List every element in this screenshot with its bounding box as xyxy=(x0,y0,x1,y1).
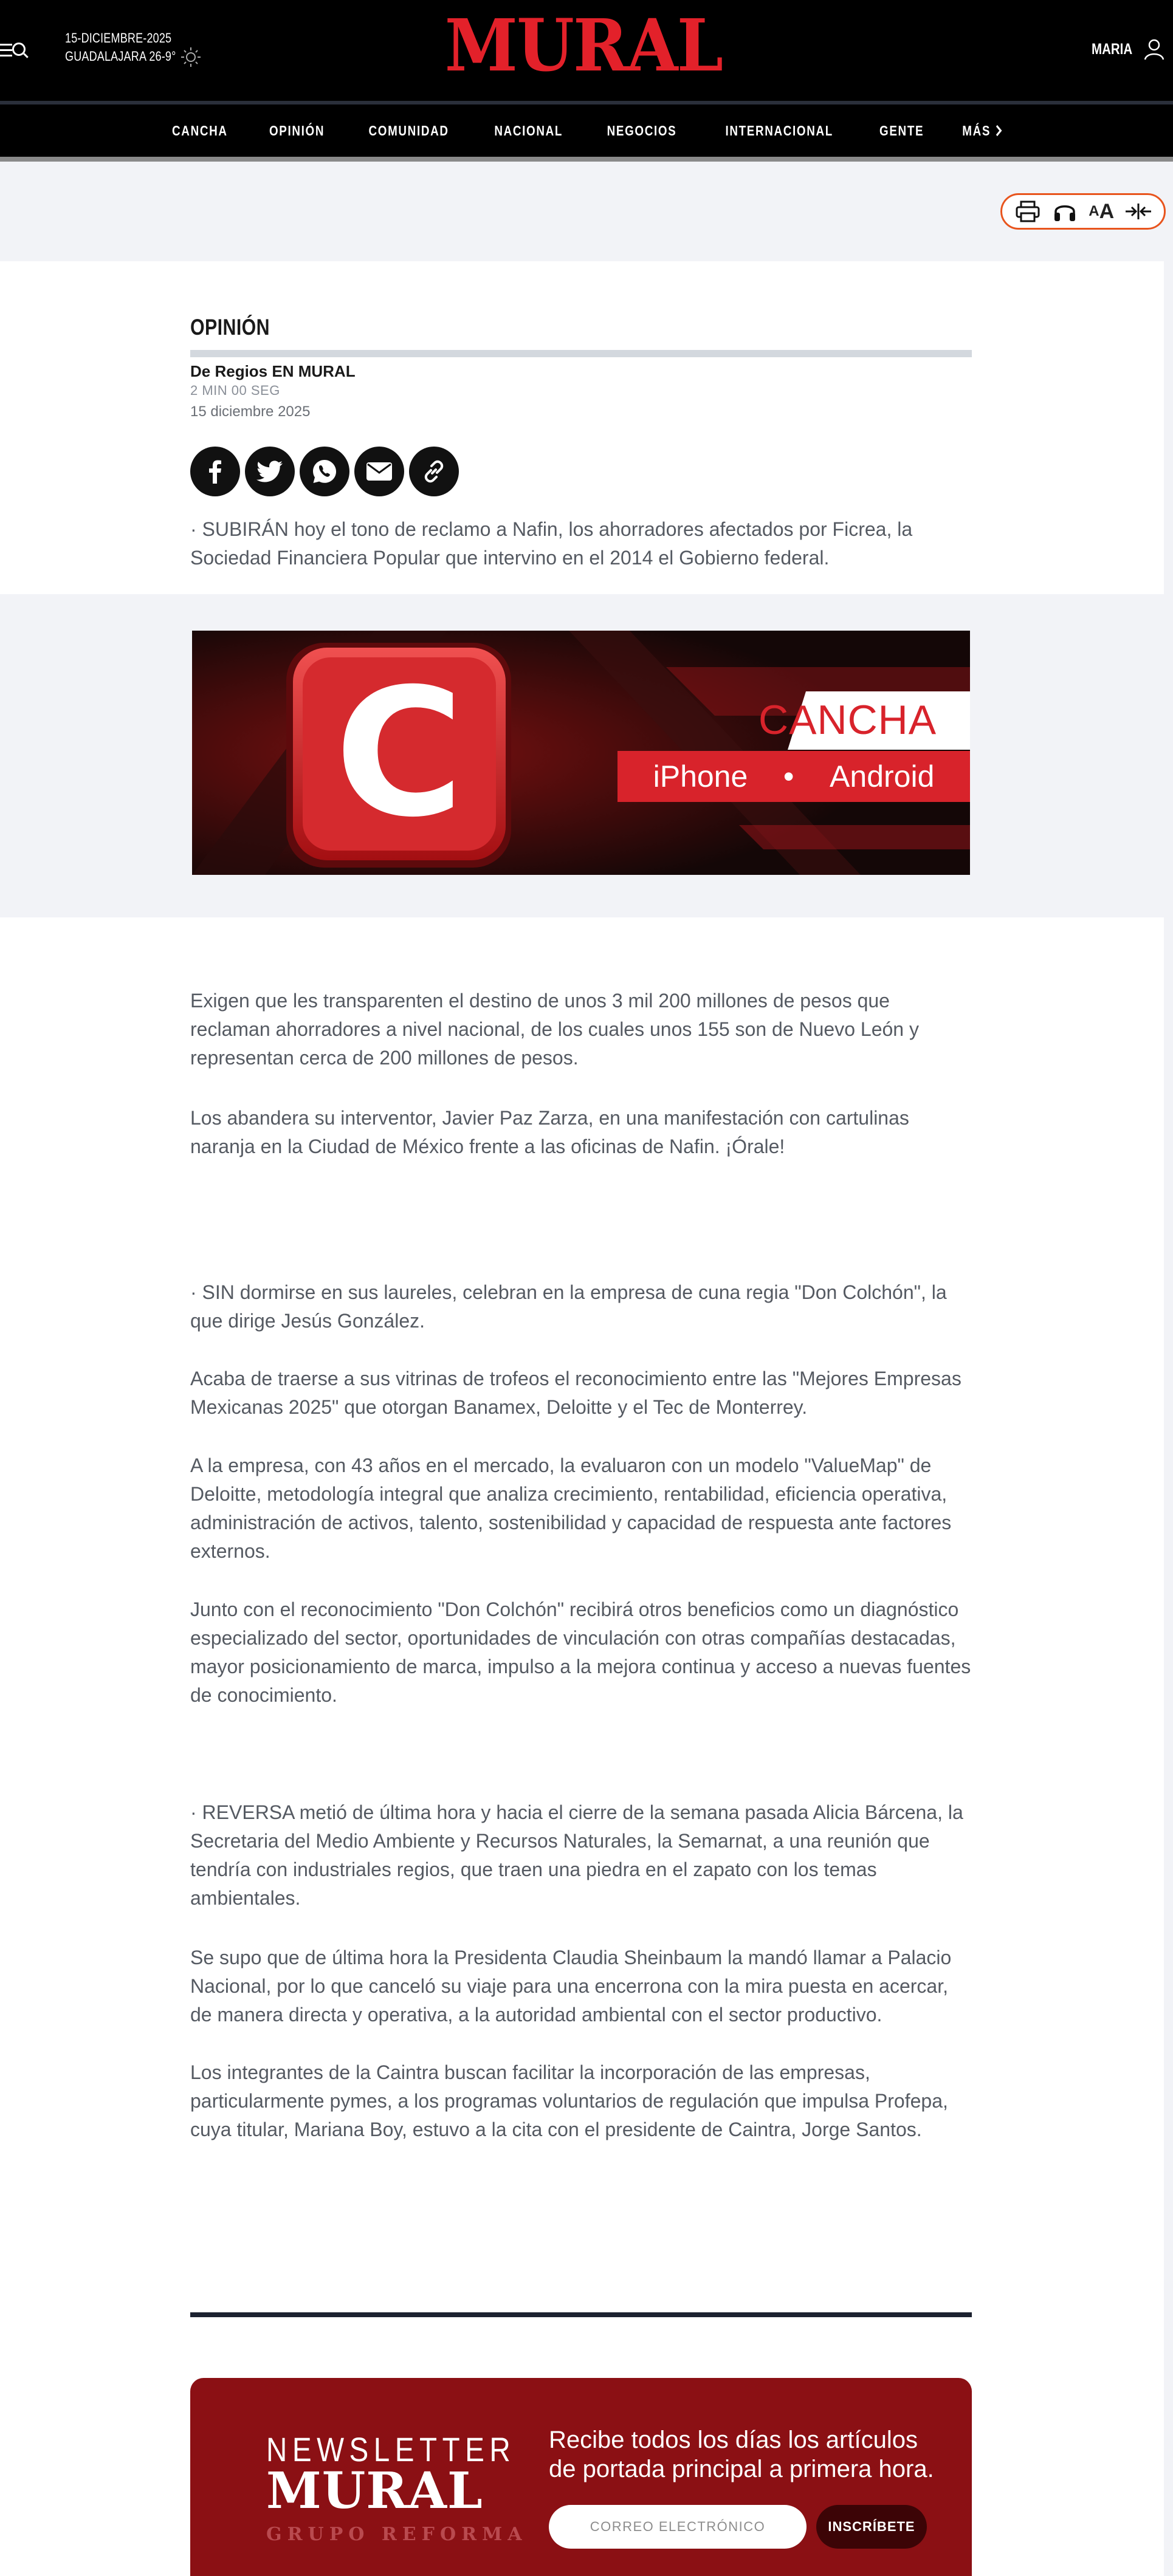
article-paragraph: Se supo que de última hora la Presidenta Claudia Sheinbaum la mandó llamar a Palacio Nacional, por lo que canceló su viaje para una encerrona con la mira puesta en acercar, de manera directa y operativa, a la autoridad ambiental con el sector productivo. xyxy=(190,1947,952,2026)
article-lede: · SUBIRÁN hoy el tono de reclamo a Nafin, los ahorradores afectados por Ficrea, la Sociedad Financiera Popular que intervino en el 2014 el Gobierno federal. xyxy=(190,518,913,569)
twitter-icon xyxy=(256,461,283,482)
nav-more-label: MÁS xyxy=(962,122,991,139)
menu-icon-line xyxy=(0,55,12,57)
menu-icon-line xyxy=(0,49,12,51)
width-toggle-icon xyxy=(1124,201,1152,222)
font-size-large-label: A xyxy=(1099,200,1115,223)
newsletter-copy: Recibe todos los días los artículos de portada principal a primera hora. xyxy=(549,2427,934,2482)
article-end-rule xyxy=(190,2312,972,2317)
chevron-right-icon xyxy=(995,124,1003,137)
ad-platform-android: Android xyxy=(830,759,935,793)
section-title-rule xyxy=(190,350,972,357)
nav-more-button[interactable] xyxy=(950,123,1014,139)
top-header xyxy=(0,0,1173,103)
share-twitter-button[interactable] xyxy=(245,447,295,496)
nav-bottom-rule xyxy=(0,157,1173,162)
nav-item-gente[interactable]: GENTE xyxy=(879,122,924,139)
menu-icon xyxy=(0,44,12,46)
link-icon xyxy=(421,458,447,485)
font-size-small-label: A xyxy=(1089,203,1099,219)
user-icon[interactable] xyxy=(1143,38,1166,61)
article-paragraph: Los abandera su interventor, Javier Paz Zarza, en una manifestación con cartulinas naranja en la Ciudad de México frente a las oficinas de Nafin. ¡Órale! xyxy=(190,1107,909,1157)
article-paragraph: Los integrantes de la Caintra buscan facilitar la incorporación de las empresas, particularmente pymes, a los programas voluntarios de regulación que impulsa Profepa, cuya titular, Mariana Boy, estuvo a la cita con el presidente de Caintra, Jorge Santos. xyxy=(190,2061,948,2140)
current-date: 15-DICIEMBRE-2025 xyxy=(65,30,172,46)
font-size-button[interactable] xyxy=(1085,198,1117,225)
read-time: 2 MIN 00 SEG xyxy=(190,383,280,398)
nav-item-nacional[interactable]: NACIONAL xyxy=(494,122,563,139)
ad-platform-iphone: iPhone xyxy=(653,759,748,793)
nav-item-comunidad[interactable]: COMUNIDAD xyxy=(368,122,449,139)
newsletter-kicker: NEWSLETTER xyxy=(266,2430,516,2468)
article-paragraph: · REVERSA metió de última hora y hacia el cierre de la semana pasada Alicia Bárcena, la Secretaria del Medio Ambiente y Recursos Naturales, la Semarnat, a una reunión que tendría con industriales regios, que traen una piedra en el zapato con los temas ambientales. xyxy=(190,1801,963,1909)
right-gutter xyxy=(1164,261,1173,2576)
ad-separator: • xyxy=(783,759,794,793)
width-toggle-button[interactable] xyxy=(1123,198,1154,225)
copy-link-button[interactable] xyxy=(409,447,459,496)
ad-title: CANCHA xyxy=(758,697,937,743)
newsletter-email-input[interactable] xyxy=(549,2505,807,2549)
user-name[interactable]: MARIA xyxy=(1092,41,1133,58)
article-paragraph: Junto con el reconocimiento "Don Colchón" recibirá otros beneficios como un diagnóstico especializado del sector, oportunidades de vinculación con otras compañías destacadas, mayor posicionamiento de marca, impulso a la mejora continua y acceso a nuevas fuentes de conocimiento. xyxy=(190,1598,971,1706)
search-icon xyxy=(12,43,26,56)
nav-item-negocios[interactable]: NEGOCIOS xyxy=(607,122,677,139)
listen-button[interactable] xyxy=(1049,198,1081,225)
nav-item-internacional[interactable]: INTERNACIONAL xyxy=(725,122,834,139)
main-nav xyxy=(0,104,1173,157)
print-button[interactable] xyxy=(1012,198,1044,225)
article-paragraph: Exigen que les transparenten el destino de unos 3 mil 200 millones de pesos que reclaman ahorradores a nivel nacional, de los cuales unos 155 son de Nuevo León y representan cerca de 200 millones de pesos. xyxy=(190,990,919,1069)
whatsapp-icon xyxy=(311,458,338,485)
share-email-button[interactable] xyxy=(354,447,404,496)
headphones-icon xyxy=(1053,200,1077,223)
section-title[interactable]: OPINIÓN xyxy=(190,315,270,340)
ad-app-letter: C xyxy=(334,651,464,856)
tools-band xyxy=(0,162,1173,261)
site-logo[interactable]: MURAL xyxy=(444,3,723,87)
menu-search-button[interactable] xyxy=(0,41,30,60)
weather-sun-icon xyxy=(177,45,204,69)
article-tools xyxy=(1000,193,1166,230)
newsletter-group: GRUPO REFORMA xyxy=(266,2524,528,2545)
article-paragraph: A la empresa, con 43 años en el mercado, la evaluaron con un modelo "ValueMap" de Deloitte, metodología integral que analiza crecimiento, rentabilidad, eficiencia operativa, administración de activos, talento, sostenibilidad y capacidad de respuesta ante factores externos. xyxy=(190,1454,952,1562)
share-facebook-button[interactable] xyxy=(190,447,240,496)
article-paragraph: · SIN dormirse en sus laureles, celebran en la empresa de cuna regia "Don Colchón", la que dirige Jesús González. xyxy=(190,1281,947,1332)
article-paragraph: Acaba de traerse a sus vitrinas de trofeos el reconocimiento entre las "Mejores Empresas Mexicanas 2025" que otorgan Banamex, Deloitte y el Tec de Monterrey. xyxy=(190,1368,961,1418)
ad-platforms xyxy=(617,751,970,802)
email-icon xyxy=(366,462,393,481)
share-buttons xyxy=(190,447,459,496)
nav-item-cancha[interactable]: CANCHA xyxy=(172,122,228,139)
print-icon xyxy=(1015,200,1041,223)
nav-list xyxy=(0,104,1173,157)
weather-text: GUADALAJARA 26-9° xyxy=(65,49,176,64)
publish-date: 15 diciembre 2025 xyxy=(190,403,311,420)
newsletter-signup xyxy=(190,2378,972,2576)
nav-item-opinion[interactable]: OPINIÓN xyxy=(269,122,325,139)
share-whatsapp-button[interactable] xyxy=(300,447,349,496)
article-byline: De Regios EN MURAL xyxy=(190,362,356,380)
newsletter-subscribe-button[interactable]: INSCRÍBETE xyxy=(816,2505,927,2549)
facebook-icon xyxy=(205,459,225,484)
newsletter-brand: MURAL xyxy=(266,2462,483,2520)
